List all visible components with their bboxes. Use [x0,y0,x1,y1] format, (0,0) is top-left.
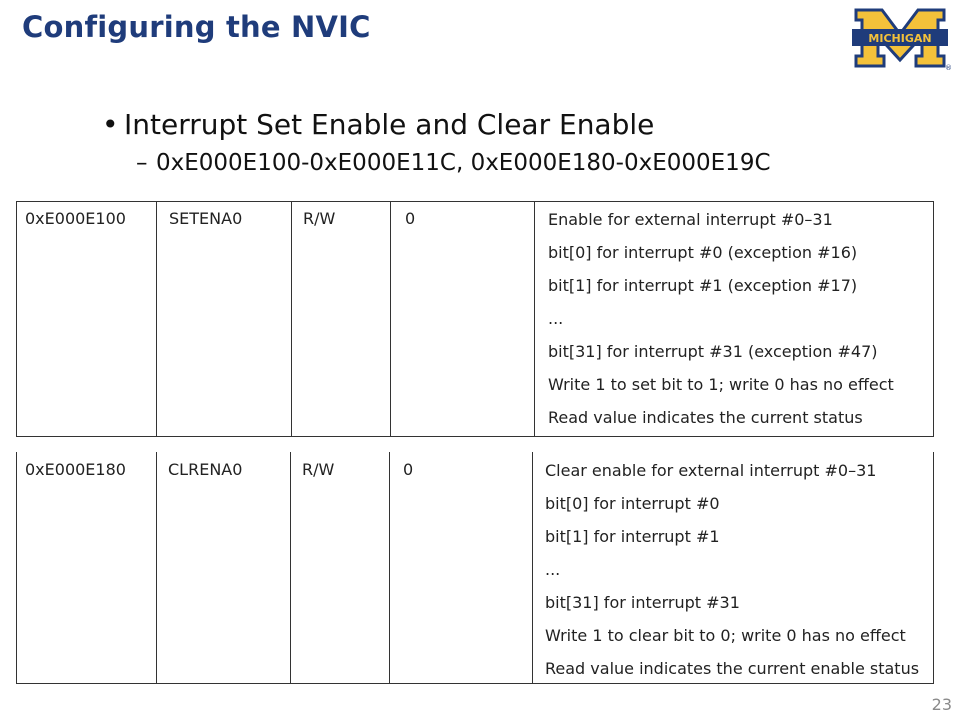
description-line: Read value indicates the current status [548,408,863,427]
description-line: ... [548,309,564,328]
description-line: bit[31] for interrupt #31 [545,593,740,612]
description-line: Write 1 to clear bit to 0; write 0 has no effect [545,626,906,645]
description-line: Read value indicates the current enable status [545,659,920,678]
description-line: bit[1] for interrupt #1 (exception #17) [548,276,858,295]
bullet-point: • Interrupt Set Enable and Clear Enable [102,108,655,141]
description-line: Write 1 to set bit to 1; write 0 has no effect [548,375,894,394]
michigan-m-icon [852,8,948,68]
register-address: 0xE000E180 [25,460,126,479]
slide-title: Configuring the NVIC [22,10,371,44]
register-table-setena [16,201,934,437]
description-line: bit[0] for interrupt #0 [545,494,720,513]
description-line: bit[0] for interrupt #0 (exception #16) [548,243,858,262]
register-description [548,203,894,434]
register-table-clrena [16,452,934,684]
description-line: Enable for external interrupt #0–31 [548,210,833,229]
register-access: R/W [303,209,336,228]
register-description [545,454,919,685]
description-line: ... [545,560,561,579]
description-line: bit[31] for interrupt #31 (exception #47) [548,342,878,361]
register-reset-value: 0 [405,209,416,228]
description-line: Clear enable for external interrupt #0–31 [545,461,877,480]
register-access: R/W [302,460,335,479]
svg-text:MICHIGAN: MICHIGAN [868,32,932,45]
michigan-logo: MICHIGAN ® [852,8,948,68]
register-name: SETENA0 [169,209,243,228]
sub-bullet-point: – 0xE000E100-0xE000E11C, 0xE000E180-0xE000E19C [136,150,771,176]
sub-bullet-text: 0xE000E100-0xE000E11C, 0xE000E180-0xE000E19C [156,150,771,176]
page-number: 23 [931,695,952,714]
register-address: 0xE000E100 [25,209,126,228]
register-name: CLRENA0 [168,460,243,479]
register-reset-value: 0 [403,460,414,479]
bullet-text: Interrupt Set Enable and Clear Enable [124,108,655,141]
description-line: bit[1] for interrupt #1 [545,527,720,546]
